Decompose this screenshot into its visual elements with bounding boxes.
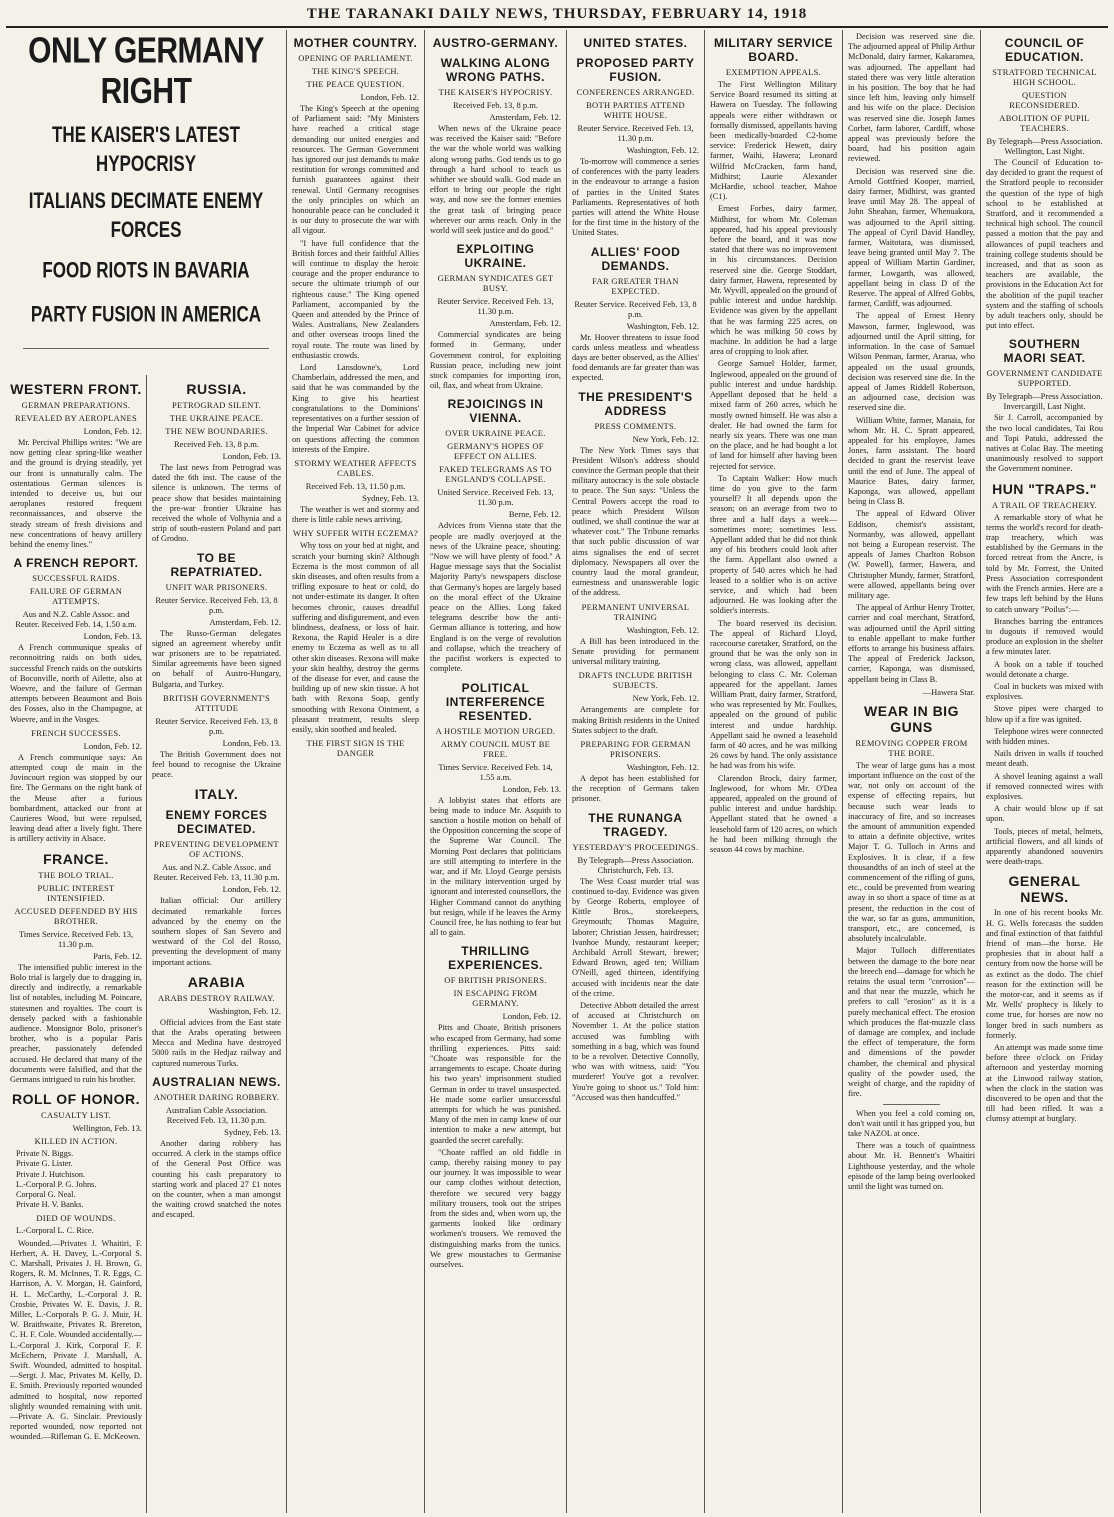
political-sub1: A HOSTILE MOTION URGED.: [435, 725, 556, 736]
repatriated-body: The Russo-German delegates signed an agreement whereby unfit war prisoners are to be repatriated. Similar agreements have been signed on behalf of Austro-Hungary, Bulgaria, and Turkey.: [152, 628, 281, 689]
military-cont5: The appeal of Edward Oliver Eddison, chemist's assistant, Normanby, was allowed, appellant not being a European reservist. The appeals of James Charlton Robson (W. Powell), farmer, Hawera, and Christopher Mundy, farmer, Stratford, were allowed, appellants being over military age.: [848, 509, 975, 600]
eczema-heading: WHY SUFFER WITH ECZEMA?: [292, 528, 419, 539]
dateline: London, Feb. 13.: [83, 631, 142, 642]
list-item: Telephone wires were connected with hidden mines.: [986, 726, 1103, 746]
dateline: Amsterdam, Feb. 12.: [489, 112, 561, 122]
party-fusion-heading: PROPOSED PARTY FUSION.: [576, 56, 695, 84]
british-attitude-body: The British Government does not feel bound to recognise the Ukraine peace.: [152, 749, 281, 780]
military-cont: Decision was reserved sine die. The adjourned appeal of Philip Arthur McDonald, dairy farmer, Kakaramea, was adjourned. The appellant had stated there was very little alteration in his position. The boy that he had since left him, leaving only himself and his wife on the place. Decision was reserved sine die. Joseph James Corbet, farm laborer, Cardiff, whose appeal was previously before the board, had his position again reviewed.: [848, 32, 975, 164]
headline-kaiser-hypocrisy: THE KAISER'S LATEST HYPOCRISY: [52, 122, 240, 176]
list-item: A shovel leaning against a wall if removed connected wires with explosives.: [986, 771, 1103, 801]
repatriated-sub: UNFIT WAR PRISONERS.: [165, 581, 268, 592]
stormy-weather-body: The weather is wet and stormy and there is little cable news arriving.: [292, 504, 419, 525]
australian-sub1: ANOTHER DARING ROBBERY.: [153, 1091, 280, 1102]
mother-country-body2: "I have full confidence that the British forces and their faithful Allies will continue to display the heroic courage and the proper endurance to secure the ultimate triumph of our righteous cause." The King opened Parliament, accompanied by the Queen and attended by the Prince of Wales. Australians, New Zealanders and other overseas troops lined the royal route. The route was lined by enthusiastic crowds.: [292, 238, 419, 360]
vienna-body: Advices from Vienna state that the people are madly overjoyed at the news of the Ukraine peace, shouting: "Now we will have plenty of food." A Hague message says that the Socialist Majority Party's newspapers disclose that Germany's hopes are largely based on the moral effect of the Ukraine peace on the Allies. Long faked telegrams describe how the anti-German alliance is tottering, and how England is on the verge of revolution and collapse, which the treachery of the pacifist workers is expected to complete.: [430, 521, 561, 674]
military-body4: To Captain Walker: How much time do you give to the farm yourself? It all depends upon the season; on an average from two to three and a half days a week—sometimes more; sometimes less. Appellant added that he did not think any of his brothers could look after the farm. Appellant also owned a property of 540 acres which he had leased to a soldier who is on active service, and which had been adjourned. He was looking after the soldier's interests.: [710, 473, 837, 616]
vienna-heading: REJOICINGS IN VIENNA.: [447, 397, 544, 426]
cable-line: By Telegraph—Press Association. Invercargill, Last Night.: [986, 391, 1103, 412]
headline-party-fusion: PARTY FUSION IN AMERICA: [30, 302, 262, 327]
southern-maori-sub: GOVERNMENT CANDIDATE SUPPORTED.: [986, 368, 1103, 389]
southern-maori-body: Sir J. Carroll, accompanied by the two local candidates, Tai Rou and Topi Patuki, addressed the natives at Colac Bay. The meeting unanimously resolved to support the Government nominee.: [986, 413, 1103, 474]
list-item: Private G. Lister.: [16, 1159, 73, 1169]
runanga-heading: THE RUNANGA TRAGEDY.: [588, 810, 683, 839]
military-service-heading: MILITARY SERVICE BOARD.: [714, 36, 833, 64]
cable-line: Reuter Service. Received Feb. 13, 11.30 p.m.: [577, 123, 694, 143]
southern-maori-heading: SOUTHERN MAORI SEAT.: [1003, 337, 1086, 366]
western-front-sub1: GERMAN PREPARATIONS.: [21, 400, 131, 410]
military-body5: The board reserved its decision. The appeal of Richard Lloyd, racecourse caretaker, Stratford, on the ground that he was the only son in wrong class, was allowed, appellant belonging to class C. Mr. Coleman appeared for the appellant. James William Pratt, dairy farmer, Stratford, who was represented by Mr. Foulkes, appealed on the ground of public interest and undue hardship. Appellant said he owned a leasehold farm of 40 acres, and he was milking 26 cows by hand. The only assistance he had was from his wife.: [710, 618, 837, 771]
masthead: THE TARANAKI DAILY NEWS, THURSDAY, FEBRUARY 14, 1918: [6, 4, 1108, 28]
lighthouse-body: There was a touch of quaintness about Mr. H. Bennett's Whaitiri Lighthouse yesterday, and the whole episode of the lamp being overlooked until the light was turned on.: [848, 1141, 975, 1191]
divider: [23, 348, 269, 349]
dateline: Washington, Feb. 12.: [626, 145, 699, 155]
british-attitude-heading: BRITISH GOVERNMENT'S ATTITUDE: [163, 692, 270, 713]
military-body: The First Wellington Military Service Board resumed its sitting at Hawera on Tuesday. The following appeals were either withdrawn or formally dismissed, appellants having been medically-boarded C2-home service: Frederick Hewett, dairy farmer, Waihi, Hawera; Leonard Wilfrid McCracken, farm hand, Midhirst; Laurie Alexander McHardie, school teacher, Mahoe (C1).: [710, 80, 837, 202]
source-credit: —Hawera Star.: [922, 686, 975, 697]
arabia-body: Official advices from the East state that the Arabs operating between Mecca and Medina have destroyed 5000 rails in the Hedjaz railway and captured numerous Turks.: [152, 1017, 281, 1068]
french-successes-heading: FRENCH SUCCESSES.: [31, 727, 121, 738]
headline-only-germany-right: ONLY GERMANY RIGHT: [28, 31, 264, 112]
mother-country-sub2: THE KING'S SPEECH.: [311, 66, 400, 76]
wear-big-guns-heading: WEAR IN BIG GUNS: [864, 702, 959, 735]
headline-food-riots: FOOD RIOTS IN BAVARIA: [42, 258, 250, 283]
western-front-sub2: REVEALED BY AEROPLANES: [15, 413, 137, 423]
repatriated-heading: TO BE REPATRIATED.: [170, 550, 263, 579]
cable-line: Received Feb. 13, 8 p.m.: [174, 439, 259, 449]
united-states-heading: UNITED STATES.: [583, 36, 688, 50]
dateline: Washington, Feb. 12.: [626, 320, 699, 331]
headline-italians: ITALIANS DECIMATE ENEMY FORCES: [28, 188, 264, 242]
mother-country-heading: MOTHER COUNTRY.: [293, 36, 418, 50]
kaiser-hypocrisy-sub: THE KAISER'S HYPOCRISY.: [438, 87, 553, 97]
column-1b: [146, 375, 286, 1513]
cable-line: By Telegraph—Press Association. Christchurch, Feb. 13.: [577, 854, 694, 875]
german-prisoners-heading: PREPARING FOR GERMAN PRISONERS.: [580, 738, 691, 759]
dateline: Berne, Feb. 12.: [508, 509, 561, 520]
press-comments-sub: PRESS COMMENTS.: [594, 420, 677, 431]
list-item: Private N. Biggs.: [16, 1149, 74, 1159]
russia-sub1: PETROGRAD SILENT.: [172, 400, 261, 410]
russia-heading: RUSSIA.: [186, 381, 247, 397]
western-front-heading: WESTERN FRONT.: [10, 381, 142, 397]
cable-line: Received Feb. 13, 11.50 p.m.: [305, 480, 406, 491]
dateline: London, Feb. 12.: [83, 426, 142, 436]
western-front-body: Mr. Percival Phillips writes: "We are now getting clear spring-like weather and the ground is drying steadily, yet our front is unnaturally calm. The ostentatious German silences is intended to deceive us, but our aeroplanes restored frequent reconnaissances, and observe the steady stream of fresh divisions and new concentrations of heavy artillery behind the enemy lines.": [10, 438, 142, 550]
thrilling-body2: "Choate raffled an old fiddle in camp, thereby raising money to pay our journey. It was impossible to wear our camp clothes without detection, therefore we secured very baggy military trousers, took out the stripes from the sides and, when worn up, the garments looked like ordinary workmen's trousers. We removed the distinguishing marks from the tunics. We grew moustaches to Germanise ourselves.: [430, 1147, 561, 1270]
roll-of-honor-heading: ROLL OF HONOR.: [11, 1091, 141, 1108]
thrilling-sub1: OF BRITISH PRISONERS.: [444, 975, 547, 986]
cable-line: Reuter Service. Received Feb. 13, 8 p.m.: [574, 298, 697, 319]
general-news-body: In one of his recent books Mr. H. G. Wells forecasts the sudden and final extinction of that faithful friend of man—the horse. He prophesies that in about half a century from now the horse will be as extinct as the dodo. The chief reason for the extinction will be the motor-car, and it seems as if Mr. Wells' prophecy is likely to come true, for horses are now no longer bred in such numbers as formerly.: [986, 908, 1103, 1040]
cable-line: Aus. and N.Z. Cable Assoc. and Reuter. Received Feb. 13, 11.30 p.m.: [153, 862, 280, 883]
france-body: The intensified public interest in the Bolo trial is largely due to dragging in, directly and indirectly, a remarkable list of notables, including M. Poincare, statesmen and royalties. The court is densely packed with a fashionable audience. Monsignor Bolo, prisoner's brother, who is a popular Paris preacher, passionately defended accused. He declared that many of the documents were falsified, and that the Germans intrigued to ruin his brother.: [10, 962, 142, 1084]
general-news-body2: An attempt was made some time before three o'clock on Friday afternoon and yesterday morning at the Linwood railway station, when the clock in the station was discovered to be open and that the till had been rifled. It was a clumsy attempt at burglary.: [986, 1043, 1103, 1124]
died-list: [10, 1226, 142, 1236]
divider: [883, 1104, 940, 1105]
dateline: London, Feb. 13.: [502, 783, 561, 794]
dateline: London, Feb. 13.: [222, 451, 281, 461]
cable-line: United Service. Received Feb. 13, 11.30 p.m.: [437, 487, 554, 508]
military-cont4: William White, farmer, Manaia, for whom Mr. H. C. Spratt appeared, appealed for his employee, James Jones, farm assistant. The board decided to grant the reservist leave until the end of June. The appeal of Maurice Bates, dairy farmer, Kaponga, was allowed, appellant being in Class B.: [848, 415, 975, 507]
dateline: London, Feb. 12.: [83, 740, 142, 751]
wear-big-guns-body: The wear of large guns has a most important influence on the cost of the war, not only on account of the expense of effecting repairs, but because such wear leads to inaccuracy of fire, and so increases the amount of ammunition expended to attain a definite objective, writes Major T. G. Tulloch in Arms and Explosives. It is clear, if a few thousandths of an inch of steel at the commencement of the rifling of guns, etc., could be prevented from wearing away in so short a space of time as at present, the reduction in the cost of the war, so far as guns, ammunition, transport, etc., are concerned, is absolutely incalculable.: [848, 760, 975, 944]
list-item: Stove pipes were charged to blow up if a fire was ignited.: [986, 704, 1103, 724]
list-item: L.-Corporal L. C. Rice.: [16, 1226, 94, 1236]
cable-line: Times Service. Received Feb. 14, 1.55 a.m.: [438, 761, 553, 782]
column-3: [424, 30, 566, 1513]
dateline: Washington, Feb. 12.: [208, 1005, 281, 1016]
vienna-sub3: FAKED TELEGRAMS AS TO ENGLAND'S COLLAPSE.: [439, 464, 552, 485]
french-successes-body: A French communique says: An attempted coup de main in the Juvincourt region was stopped by our fire. The Germans on the right bank of the Meuse after a furious bombardment, attacked our front at Caurieres Wood, but were repulsed, leaving dead after a lively fight. There is artillery activity in Alsace.: [10, 752, 142, 844]
military-cont2: Decision was reserved sine die. Arnold Gottfried Kooper, married, dairy farmer, Midhirst, was granted leave until May 28. The appeal of John Sheahan, farmer, Whenuakura, was adjourned to the April sitting. The appeal of Cyril David Handley, farmer, Waitotara, was dismissed, leave being granted until May 7. The appeal of William Martin Gardiner, farmer, Lowgarth, was allowed, appellant being in class D of the Reserve. The appeal of Alfred Gobbs, farmer, Cardiff, was adjourned.: [848, 166, 975, 309]
french-report-heading: A FRENCH REPORT.: [13, 556, 139, 571]
italy-body: Italian official: Our artillery decimated remarkable forces advanced by the enemy on the southern slopes of San Severo and westward of the Col del Rosso, preventing the development of many important actions.: [152, 896, 281, 967]
dateline: New York, Feb. 12.: [632, 693, 699, 704]
dateline: New York, Feb. 12.: [632, 433, 699, 444]
french-report-body: A French communique speaks of reconnoitring raids on both sides, successful French raids on the outskirts of Boconville, north of Ailette, also at Woevre, and the failure of German attempts between Beaumont and Bois des Fosses, also in the Champagne, at Woevre, and in the Vosges.: [10, 643, 142, 724]
dateline: London, Feb. 12.: [502, 1011, 561, 1022]
us-sub3: BOTH PARTIES ATTEND WHITE HOUSE.: [586, 100, 685, 120]
died-of-wounds-sub: DIED OF WOUNDS.: [36, 1213, 116, 1224]
runanga-body2: Detective Abbott detailed the arrest of accused at Christchurch on November 1. At the police station accused was fumbling with something in a bag, which was found to be a revolver. Detective Connolly, who was with witness, said: "You murderer! You've got a revolver. You're going to shoot us." Told him: "Accused was then handcuffed.": [572, 1000, 699, 1102]
cable-line: Australian Cable Association. Received Feb. 13, 11.30 p.m.: [165, 1104, 268, 1125]
cable-line: Reuter Service. Received Feb. 13, 11.30 p.m.: [437, 296, 554, 317]
thrilling-body: Pitts and Choate, British prisoners who escaped from Germany, had some thrilling experiences. Pitts said: "Choate was responsible for the arrangements to escape. Choate during his two years' imprisonment studied German in order to travel unsuspected. He made some earlier unsuccessful attempts for which he was punished. Many of the men in camp knew of our intention to make a new attempt, but guarded the secret carefully.: [430, 1023, 561, 1145]
columns: [6, 30, 1108, 1513]
column-7: [980, 30, 1108, 1513]
column-4: [566, 30, 704, 1513]
italy-sub2: PREVENTING DEVELOPMENT OF ACTIONS.: [154, 839, 279, 860]
bolo-defended-sub: ACCUSED DEFENDED BY HIS BROTHER.: [14, 905, 138, 926]
list-item: A chair would blow up if sat upon.: [986, 804, 1103, 824]
list-item: Private J. Hutchison.: [16, 1169, 86, 1179]
mother-country-body: The King's Speech at the opening of Parliament said: "My Ministers have reached a critical stage demanding our united energies and resources. The German Government has ignored our just demands to make restitution for wrongs committed and furnish guarantees against their renewal. Until Germany recognises the only principles on which an honourable peace can be concluded it is our duty to prosecute the war with all vigour.: [292, 104, 419, 236]
exploiting-sub: GERMAN SYNDICATES GET BUSY.: [437, 273, 554, 294]
cable-line: Received Feb. 13, 8 p.m.: [453, 100, 538, 110]
dateline: Paris, Feb. 12.: [93, 950, 142, 961]
cable-line: Times Service. Received Feb. 13, 11.30 p.m.: [18, 928, 134, 949]
thrilling-sub2: IN ESCAPING FROM GERMANY.: [453, 988, 538, 1009]
austro-germany-body: When news of the Ukraine peace was received the Kaiser said: "Before the war the whole world was walking along wrong paths. God tends us to go through a hard school to teach us whither we should walk. God made an effort to bring our people the right way, and now see the former enemies the great task of bringing peace wherever our arms reach. Only in the world will seek justice and do good.": [430, 124, 561, 236]
presidents-address-body: The New York Times says that President Wilson's address should convince the German people that their military autocracy is the sole obstacle to peace. The Sun says: "Unless the Central Powers accept the road to peace which President Wilson outlined, we shall continue the war at whatever cost." The Tribune remarks that such public discussion of war aims signalises the end of secret diplomacy. Newspapers all over the country laud the moral grandeur, earnestness and unanswerable logic of the address.: [572, 445, 699, 598]
list-item: Corporal G. Neal.: [16, 1189, 76, 1199]
cold-ad-body: When you feel a cold coming on, don't wait until it has gripped you, but take NAZOL at once.: [848, 1108, 975, 1138]
list-item: Coal in buckets was mixed with explosives.: [986, 681, 1103, 702]
italy-heading: ITALY.: [194, 786, 239, 803]
bolo-interest-sub: PUBLIC INTEREST INTENSIFIED.: [37, 882, 115, 903]
russia-sub3: THE NEW BOUNDARIES.: [165, 426, 268, 436]
list-item: Tools, pieces of metal, helmets, artificial flowers, and all kinds of apparently abandoned souvenirs were death-traps.: [986, 826, 1103, 867]
dateline: London, Feb. 13.: [222, 737, 281, 748]
dateline: London, Feb. 12.: [222, 884, 281, 895]
runanga-sub: YESTERDAY'S PROCEEDINGS.: [572, 841, 699, 852]
food-demands-sub: FAR GREATER THAN EXPECTED.: [592, 275, 679, 296]
military-body2: Ernest Forbes, dairy farmer, Midhirst, for whom Mr. Coleman appeared, had his appeal previously before the board, and it was now stated that there was no improvement in his circumstances. Decision reserved sine die. George Stoddart, dairy farmer, Hawera, represented by Mr. Wyvill, appealed on the ground of public interest and undue hardship. Evidence was given by the appellant that he was farming 225 acres, on which he was milking 50 cows by machine. In addition he had a large area of cropping to look after.: [710, 204, 838, 357]
dateline: Washington, Feb. 12.: [626, 624, 699, 635]
arabia-sub: ARABS DESTROY RAILWAY.: [158, 992, 275, 1003]
bolo-trial-sub: THE BOLO TRIAL.: [38, 869, 114, 880]
us-sub2: CONFERENCES ARRANGED.: [576, 87, 695, 97]
political-sub2: ARMY COUNCIL MUST BE FREE.: [440, 738, 551, 759]
dateline: London, Feb. 12.: [360, 92, 419, 102]
hun-traps-sub: A TRAIL OF TREACHERY.: [991, 499, 1098, 510]
list-item: Branches barring the entrances to dugouts if removed would produce an explosion in the shelter a few minutes later.: [986, 616, 1103, 657]
french-report-sub1: SUCCESSFUL RAIDS.: [32, 573, 120, 584]
column-5: [704, 30, 842, 1513]
military-body6: Clarendon Brock, dairy farmer, Inglewood, for whom Mr. O'Dea appeared, appealed on the ground of public interest and undue hardship. Appellant stated that he owned a leasehold farm of 120 acres, on which he had been milking through the season 44 cows by machine.: [710, 773, 837, 855]
cable-line: Reuter Service. Received Feb. 13, 8 p.m.: [155, 715, 278, 736]
wrong-paths-heading: WALKING ALONG WRONG PATHS.: [440, 56, 551, 84]
mother-country-body3: Lord Lansdowne's, Lord Chamberlain, addressed the men, and said that he was commanded by the King to give his heartiest congratulations to the Dominions' representatives on a further session of the Imperial War Cabinet for advice on questions affecting the common interests of the Empire.: [292, 363, 419, 454]
wear-big-guns-sub: REMOVING COPPER FROM THE BORE.: [855, 737, 968, 758]
eczema-body: Why toss on your bed at night, and scratch your burning skin? Although Eczema is the most common of all skin diseases, and often results from a trifling exposure to heat or cold, do not under-estimate its danger. It often becomes chronic, causes dreadful suffering and disfigurement, and even blindness, deafness, or loss of hair. Rexona, the Rapid Healer is a dire enemy to Eczema as well as to all other skin diseases. Rexona will make your skin healthy, destroy the germs of the disease for ever, and cause the building up of new skin tissue. A hot bath with Rexona Soap, gently smoothing with Rexona Ointment, a pleasant treatment, results sleep easily, skin soothed and healed.: [292, 541, 419, 734]
military-cont3: The appeal of Ernest Henry Mawson, farmer, Inglewood, was adjourned until the April sitting, for information. In the case of Samuel Wilson Penman, farmer, Ararua, who appealed on the usual grounds, decision was reserved sine die. In the appeal of James Riddell Robertson, an adjourned case, decision was reserved sine die.: [848, 311, 975, 413]
council-sub1: STRATFORD TECHNICAL HIGH SCHOOL.: [992, 67, 1097, 87]
us-body: To-morrow will commence a series of conferences with the party leaders in the endeavour to arrange a fusion of parties in the United States Parliaments. Representatives of both parties will attend the White House for the first time in the history of the United States.: [572, 157, 699, 238]
russia-sub2: THE UKRAINE PEACE.: [169, 413, 264, 423]
exploiting-body: Commercial syndicates are being formed in Germany, under Government control, for exploiting Russian peace, including new joint stock companies for importing iron, oil, flax, and wheat from Ukraine.: [430, 330, 561, 391]
russia-body: The last news from Petrograd was dated the 6th inst. The cause of the silence is unknown. The terms of peace show that besides maintaining the pre-war frontier Ukraine has received the whole of Volhynia and a strip of south-eastern Poland and part of Grodno.: [152, 463, 281, 544]
list-item: A book on a table if touched would detonate a charge.: [986, 659, 1103, 679]
french-report-sub2: FAILURE OF GERMAN ATTEMPTS.: [29, 586, 123, 607]
arabia-heading: ARABIA: [187, 973, 246, 990]
france-heading: FRANCE.: [43, 850, 109, 867]
council-body: The Council of Education to-day decided to grant the request of the Stratford people to reconsider the question of the type of high school to be established at Stratford, and it recommended a technical high school. The council passed a motion that the pay and allowances of pupil teachers and training college students should be increased, and that as soon as teachers are available, the provisions in the Education Act for the abolition of the pupil teacher system and the staffing of schools by adult teachers only, should be put into effect.: [986, 158, 1103, 331]
military-body3: George Samuel Holder, farmer, Inglewood, appealed on the ground of public interest and undue hardship. Appellant deposed that he held a mixed farm of 260 acres, which he mostly owned himself. He was also a dealer. He had owned the farm for nearly six years. There was one man on the place, and he had bought a lot of land for himself after having been rejected for service.: [710, 359, 837, 471]
killed-in-action-sub: KILLED IN ACTION.: [34, 1136, 118, 1147]
drafts-body: Arrangements are complete for making British residents in the United States subject to the draft.: [572, 705, 699, 735]
general-news-heading: GENERAL NEWS.: [1008, 873, 1081, 906]
stormy-weather-sub: STORMY WEATHER AFFECTS CABLES.: [294, 457, 417, 478]
dateline: Wellington, Feb. 13.: [72, 1123, 142, 1134]
german-prisoners-body: A depot has been established for the reception of Germans taken prisoner.: [572, 773, 699, 804]
cable-line: Reuter Service. Received Feb. 13, 8 p.m.: [155, 594, 278, 615]
wear-big-guns-body2: Major Tulloch differentiates between the damage to the bore near the breech end—damage for which he retains the usual term "corrosion"—and that near the muzzle, which he prefers to call "erosion" as it is a purely mechanical effect. The erosion which produces the flat-muzzle class of damage are complex, and include the effect of temperature, the form and dimensions of the powder chamber, the chemical and physical quality of the powder used, the weight of charge, and the rapidity of fire.: [848, 946, 975, 1099]
list-item: L.-Corporal P. G. Johns.: [16, 1179, 97, 1189]
wounded-body: Wounded.—Privates J. Whaitiri, F. Herbert, A. H. Davey, L.-Corporal S. C. Marshall, Privates J. H. Brown, G. Rogers, R. M. McInnes, T. R. Eggs, C. Harrison, A. V. Morgan, H. Gainford, H. L. McCarthy, L.-Corporal J. R. Crosbie, Privates W. E. Davis, J. R. Miller, L.-Corporals P. G. J. Muir, H. W. Braithwaite, Privates R. Brereton, C. H. F. Cole. Wounded accidentally.—L.-Corporal J. Kirk, Corporal F. F. McEchern, Private J. Marshall, A. Swift. Wounded, admitted to hospital.—Sergt. J. Mac, Privates M. Kelly, D. E. Smith. Previously reported wounded admitted to hospital, now reported slightly wounded remaining with unit.—Private A. G. Sinclair. Previously reported wounded, now reported not wounded.—Rifleman G. E. McKeown.: [10, 1238, 142, 1442]
vienna-sub1: OVER UKRAINE PEACE.: [445, 428, 546, 439]
column-1a: [6, 375, 146, 1445]
council-sub2: QUESTION RECONSIDERED.: [1009, 90, 1080, 110]
dateline: Sydney, Feb. 13.: [224, 1126, 281, 1137]
hun-traps-body: A remarkable story of what he terms the world's record for death-trap treachery, which was established by the Germans in the forced retreat from the Ancre, is told by Mr. Forrest, the United Press Association correspondent with the French armies. Here are a few traps left behind by the Huns to catch unwary "Poilus":—: [986, 512, 1103, 614]
column-2: [286, 30, 424, 1513]
mother-country-sub1: OPENING OF PARLIAMENT.: [298, 53, 413, 63]
presidents-address-heading: THE PRESIDENT'S ADDRESS: [578, 389, 693, 418]
council-sub3: ABOLITION OF PUPIL TEACHERS.: [999, 113, 1090, 133]
mother-country-sub3: THE PEACE QUESTION.: [306, 79, 405, 89]
universal-training-body: A Bill has been introduced in the Senate providing for permanent universal military training.: [572, 636, 699, 667]
thrilling-heading: THRILLING EXPERIENCES.: [448, 944, 543, 973]
vienna-sub2: GERMANY'S HOPES OF EFFECT ON ALLIES.: [447, 441, 544, 462]
australian-news-heading: AUSTRALIAN NEWS.: [152, 1074, 281, 1089]
political-interference-heading: POLITICAL INTERFERENCE RESENTED.: [445, 680, 546, 723]
food-demands-body: Mr. Hoover threatens to issue food cards unless meatless and wheatless days are better observed, as the Allies' food demands are far greater than was expected.: [572, 332, 699, 383]
cable-line: Aus and N.Z. Cable Assoc. and Reuter. Received Feb. 14, 1.50 a.m.: [15, 609, 137, 630]
ad-footer: THE FIRST SIGN IS THE DANGER: [306, 738, 405, 759]
cable-line: By Telegraph—Press Association. Wellington, Last Night.: [986, 136, 1103, 156]
hun-traps-heading: HUN "TRAPS.": [992, 480, 1097, 497]
casualty-list-sub: CASUALTY LIST.: [40, 1110, 111, 1121]
exploiting-ukraine-heading: EXPLOITING UKRAINE.: [456, 242, 535, 271]
drafts-heading: DRAFTS INCLUDE BRITISH SUBJECTS.: [578, 670, 693, 691]
military-cont6: The appeal of Arthur Henry Trotter, carrier and coal merchant, Stratford, was adjourned until the April sitting to enable appellant to make further efforts to arrange his business affairs. The appeal of Frederick Jackson, carrier, Kaponga, was dismissed, appellant being in Class B.: [848, 603, 975, 684]
italy-sub1: ENEMY FORCES DECIMATED.: [165, 808, 268, 837]
austro-germany-heading: AUSTRO-GERMANY.: [432, 36, 559, 50]
council-education-heading: COUNCIL OF EDUCATION.: [1004, 36, 1085, 64]
dateline: Washington, Feb. 12.: [626, 761, 699, 772]
list-item: Private H. V. Banks.: [16, 1200, 84, 1210]
political-body: A lobbyist states that efforts are being made to induce Mr. Asquith to sanction a hostile motion on behalf of the Opposition concerning the scope of the Supreme War Council. The Morning Post declares that politicians are still attempting to interfere in the war, and if Mr. Lloyd George persists in the military intervention urged by ignorant and interested counsellors, the Higher Command cannot do anything but resign, while if he leaves the Army Council free, he has nothing to fear but all to gain.: [430, 795, 561, 938]
column-6: [842, 30, 980, 1513]
exemption-appeals-sub: EXEMPTION APPEALS.: [725, 67, 822, 77]
food-demands-heading: ALLIES' FOOD DEMANDS.: [590, 244, 681, 273]
universal-training-heading: PERMANENT UNIVERSAL TRAINING: [581, 601, 690, 622]
dateline: Sydney, Feb. 13.: [362, 492, 419, 503]
dateline: Amsterdam, Feb. 12.: [489, 318, 561, 329]
dateline: Amsterdam, Feb. 12.: [209, 616, 281, 627]
killed-list: [10, 1149, 142, 1210]
list-item: Nails driven in walls if touched meant death.: [986, 749, 1103, 769]
runanga-body: The West Coast murder trial was continued to-day. Evidence was given by George Roberts, employee of Kittle Bros., storekeepers, Greymouth; Thomas Maguire, laborer; Christian Jessen, hairdresser; Ivanhoe Mundy, restaurant keeper; Archibald Arroll Stewart, brewer; Edward Brown, aged ten; William O'Neill, aged thirteen, identifying accused with incidents near the date of the crime.: [572, 876, 699, 998]
australian-body: Another daring robbery has occurred. A clerk in the stamps office of the General Post Office was counting his cash preparatory to starting work and placed 27 £1 notes on the counter, when a man amongst the waiting crowd snatched the notes and escaped.: [152, 1138, 281, 1220]
